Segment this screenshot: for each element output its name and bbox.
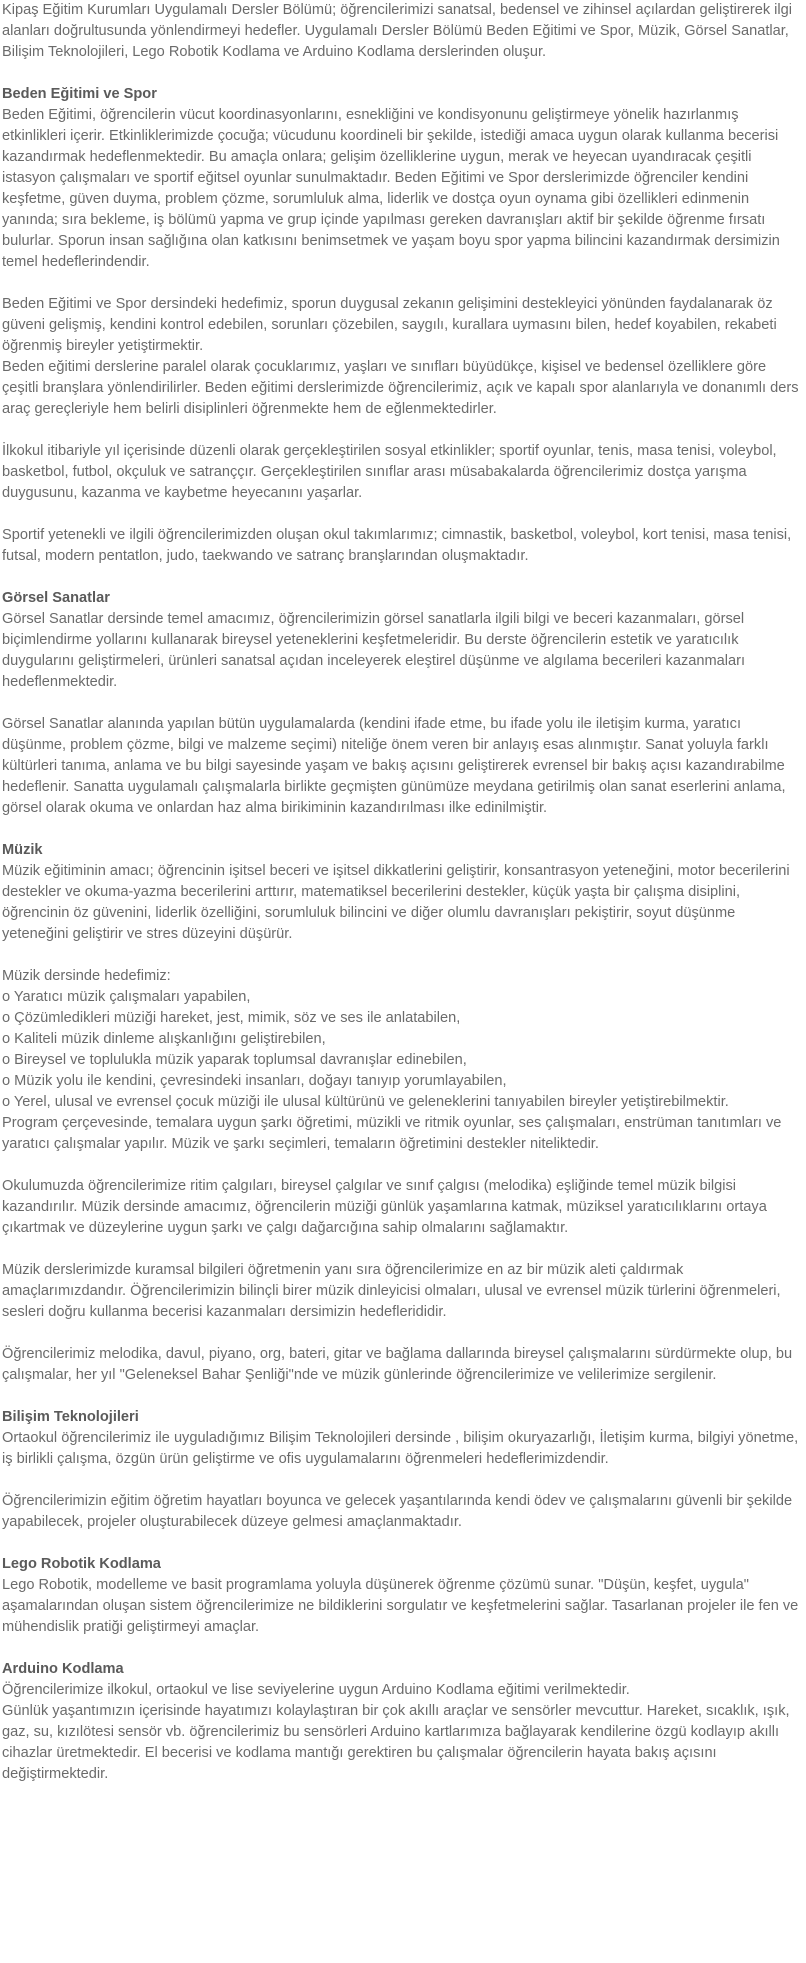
music-paragraph-3: Okulumuzda öğrencilerimize ritim çalgıları, bireysel çalgılar ve sınıf çalgısı (melodika) eşliğinde temel müzik bilgisi kazandırılır. Müzik dersinde amacımız, öğrencilerin müziği günlük yaşamlarına katmak, müziksel yaratıcılıklarını ortaya çıkartmak ve düzeylerine uygun şarkı ve çalgı dağarcığına sahip olmalarını sağlamaktır. xyxy=(2,1178,767,1236)
intro-paragraph: Kipaş Eğitim Kurumları Uygulamalı Dersler Bölümü; öğrencilerimizi sanatsal, bedensel ve zihinsel açılardan geliştirerek ilgi alanları doğrultusunda yönlendirmeyi hedefler. Uygulamalı Dersler Bölümü Beden Eğitimi ve Spor, Müzik, Görsel Sanatlar, Bilişim Teknolojileri, Lego Robotik Kodlama ve Arduino Kodlama derslerinden oluşur. xyxy=(2,2,793,60)
sport-goals-section xyxy=(2,294,804,420)
list-item: o Yaratıcı müzik çalışmaları yapabilen, xyxy=(2,989,251,1005)
sport-activities-section xyxy=(2,441,804,504)
intro-section xyxy=(2,0,804,63)
it-paragraph-2: Öğrencilerimizin eğitim öğretim hayatları boyunca ve gelecek yaşantılarında kendi ödev ve çalışmalarını güvenli bir şekilde yapabilecek, projeler oluşturabilecek düzeye gelmesi amaçlanmaktadır. xyxy=(2,1493,793,1530)
lego-paragraph-1: Lego Robotik, modelleme ve basit programlama yoluyla düşünerek öğrenme çözümü sunar. "Düşün, keşfet, uygula" aşamalarından oluşan sistem öğrencilerimize ne bildiklerini sorgulatır ve keşfetmelerini sağlar. Tasarlanan projeler ile fen ve mühendislik pratiği geliştirmeyi amaçlar. xyxy=(2,1577,799,1635)
music-goals-list xyxy=(2,987,804,1113)
music-theory-section xyxy=(2,1260,804,1323)
sport-paragraph-3: İlkokul itibariyle yıl içerisinde düzenli olarak gerçekleştirilen sosyal etkinlikler; sportif oyunlar, tenis, masa tenisi, voleybol, basketbol, futbol, okçuluk ve satranççır. Gerçekleştirilen sınıflar arası müsabakalarda öğrencilerimiz dostça yarışma duygusunu, kazanma ve kaybetme heyecanını yaşarlar. xyxy=(2,443,777,501)
sport-paragraph-2a: Beden Eğitimi ve Spor dersindeki hedefimiz, sporun duygusal zekanın gelişimini destekleyici yönünden faydalanarak öz güveni gelişmiş, kendini kontrol edebilen, sorunları çözebilen, saygılı, kurallara uymasını bilen, hedef koyabilen, rekabeti öğrenmiş bireyler yetiştirmektir. xyxy=(2,296,777,354)
it-paragraph-1: Ortaokul öğrencilerimiz ile uyguladığımız Bilişim Teknolojileri dersinde , bilişim okuryazarlığı, İletişim kurma, bilgiyi yönetme, iş birlikli çalışma, özgün ürün geliştirme ve ofis uygulamalarını öğrenmeleri hedeflerimizdendir. xyxy=(2,1430,799,1467)
list-item: o Yerel, ulusal ve evrensel çocuk müziği ile ulusal kültürünü ve geleneklerini tanıyabilen bireyler yetiştirebilmektir. xyxy=(2,1094,729,1110)
music-instruments-section xyxy=(2,1176,804,1239)
list-item: o Bireysel ve toplulukla müzik yaparak toplumsal davranışlar edinebilen, xyxy=(2,1052,467,1068)
lego-section xyxy=(2,1554,804,1638)
sport-section xyxy=(2,84,804,273)
art-paragraph-2: Görsel Sanatlar alanında yapılan bütün uygulamalarda (kendini ifade etme, bu ifade yolu ile iletişim kurma, yaratıcı düşünme, problem çözme, bilgi ve malzeme seçimi) niteliğe önem veren bir anlayış esas alınmıştır. Sanat yoluyla farklı kültürleri tanıma, anlama ve bu bilgi sayesinde yaşam ve bakış açısını geliştirerek evrensel bir bakış açısı kazandırabilme hedeflenir. Sanatta uygulamalı çalışmalarla birlikte geçmişten günümüze meydana getirilmiş olan sanat eserlerini anlama, görsel olarak okuma ve onlardan haz alma birikiminin kazandırılması ilke edinilmiştir. xyxy=(2,716,786,816)
music-goals-section xyxy=(2,966,804,1155)
arduino-paragraph-1: Öğrencilerimize ilkokul, ortaokul ve lise seviyelerine uygun Arduino Kodlama eğitimi verilmektedir. xyxy=(2,1682,630,1698)
sport-paragraph-4: Sportif yetenekli ve ilgili öğrencilerimizden oluşan okul takımlarımız; cimnastik, basketbol, voleybol, kort tenisi, masa tenisi, futsal, modern pentatlon, judo, taekwando ve satranç branşlarından oluşmaktadır. xyxy=(2,527,792,564)
music-performance-section xyxy=(2,1344,804,1386)
art-paragraph-1: Görsel Sanatlar dersinde temel amacımız, öğrencilerimizin görsel sanatlarla ilgili bilgi ve beceri kazanmaları, görsel biçimlendirme yollarını kullanarak bireysel yeteneklerini keşfetmeleridir. Bu derste öğrencilerin estetik ve yaratıcılık duygularını geliştirmeleri, ürünleri sanatsal açıdan inceleyerek eleştirel düşünme ve algılama becerileri kazanmaları hedeflenmektedir. xyxy=(2,611,746,690)
list-item: o Kaliteli müzik dinleme alışkanlığını geliştirebilen, xyxy=(2,1031,326,1047)
sport-paragraph-1: Beden Eğitimi, öğrencilerin vücut koordinasyonlarını, esnekliğini ve kondisyonunu geliştirmeye yönelik hazırlanmış etkinlikleri içerir. Etkinliklerimizde çocuğa; vücudunu koordineli bir şekilde, istediği amaca uygun olarak kullanma becerisi kazandırmak hedeflenmektedir. Bu amaçla onlara; gelişim özelliklerine uygun, merak ve heyecan uyandıracak çeşitli istasyon çalışmaları ve sportif eğitsel oyunlar sunulmaktadır. Beden Eğitimi ve Spor derslerimizde öğrenciler kendini keşfetme, güven duyma, problem çözme, sorumluluk alma, liderlik ve dostça oyun oynama gibi özellikleri edinmenin yanında; sıra bekleme, iş bölümü yapma ve grup içinde yapılması gereken davranışları aktif bir şekilde öğrenme fırsatı bulurlar. Sporun insan sağlığına olan katkısını benimsetmek ve yaşam boyu spor yapma bilincini kazandırmak dersimizin temel hedeflerindendir. xyxy=(2,107,780,270)
art-section xyxy=(2,588,804,693)
arduino-section xyxy=(2,1659,804,1785)
list-item: o Çözümledikleri müziği hareket, jest, mimik, söz ve ses ile anlatabilen, xyxy=(2,1010,461,1026)
music-paragraph-4: Müzik derslerimizde kuramsal bilgileri öğretmenin yanı sıra öğrencilerimize en az bir müzik aleti çaldırmak amaçlarımızdandır. Öğrencilerimizin bilinçli birer müzik dinleyicisi olmaları, ulusal ve evrensel müzik türlerini öğrenmeleri, sesleri doğru kullanma becerisi kazanmaları dersimizin hedeflerididir. xyxy=(2,1262,781,1320)
it-goals-section xyxy=(2,1491,804,1533)
music-paragraph-1: Müzik eğitiminin amacı; öğrencinin işitsel beceri ve işitsel dikkatlerini geliştirir, konsantrasyon yeteneğini, motor becerilerini destekler ve okuma-yazma becerilerini arttırır, matematiksel becerilerini destekler, küçük yaşta bir çalışma disiplini, öğrencinin öz güvenini, liderlik özelliğini, sorumluluk bilincini ve diğer olumlu davranışları pekiştirir, soyut düşünme yeteneğini geliştirir ve stres düzeyini düşürür. xyxy=(2,863,790,942)
list-item: o Müzik yolu ile kendini, çevresindeki insanları, doğayı tanıyıp yorumlayabilen, xyxy=(2,1073,507,1089)
music-program-paragraph: Program çerçevesinde, temalara uygun şarkı öğretimi, müzikli ve ritmik oyunlar, ses çalışmaları, enstrüman tanıtımları ve yaratıcı çalışmalar yapılır. Müzik ve şarkı seçimleri, temaların öğretimini destekler niteliktedir. xyxy=(2,1115,782,1152)
sport-paragraph-2b: Beden eğitimi derslerine paralel olarak çocuklarımız, yaşları ve sınıfları büyüdükçe, kişisel ve bedensel özelliklere göre çeşitli branşlara yönlendirilirler. Beden eğitimi derslerimizde öğrencilerimiz, açık ve kapalı spor alanlarıyla ve donanımlı ders araç gereçleriyle hem belirli disiplinleri öğrenmekte hem de eğlenmektedirler. xyxy=(2,359,799,417)
it-section xyxy=(2,1407,804,1470)
art-heading: Görsel Sanatlar xyxy=(2,590,110,606)
lego-heading: Lego Robotik Kodlama xyxy=(2,1556,161,1572)
sport-teams-section xyxy=(2,525,804,567)
music-heading: Müzik xyxy=(2,842,43,858)
music-goals-title: Müzik dersinde hedefimiz: xyxy=(2,968,171,984)
music-paragraph-5: Öğrencilerimiz melodika, davul, piyano, org, bateri, gitar ve bağlama dallarında bireysel çalışmalarını sürdürmekte olup, bu çalışmalar, her yıl "Geleneksel Bahar Şenliği"nde ve müzik günlerinde öğrencilerimize ve velilerimize sergilenir. xyxy=(2,1346,793,1383)
music-section xyxy=(2,840,804,945)
arduino-heading: Arduino Kodlama xyxy=(2,1661,124,1677)
art-practice-section xyxy=(2,714,804,819)
sport-heading: Beden Eğitimi ve Spor xyxy=(2,86,157,102)
it-heading: Bilişim Teknolojileri xyxy=(2,1409,139,1425)
arduino-paragraph-2: Günlük yaşantımızın içerisinde hayatımızı kolaylaştıran bir çok akıllı araçlar ve sensörler mevcuttur. Hareket, sıcaklık, ışık, gaz, su, kızılötesi sensör vb. öğrencilerimiz bu sensörleri Arduino kartlarımıza bağlayarak kendilerine özgü kodlayıp akıllı cihazlar üretmektedir. El becerisi ve kodlama mantığı gerektiren bu çalışmalar öğrencilerin hayata bakış açısını değiştirmektedir. xyxy=(2,1703,790,1782)
